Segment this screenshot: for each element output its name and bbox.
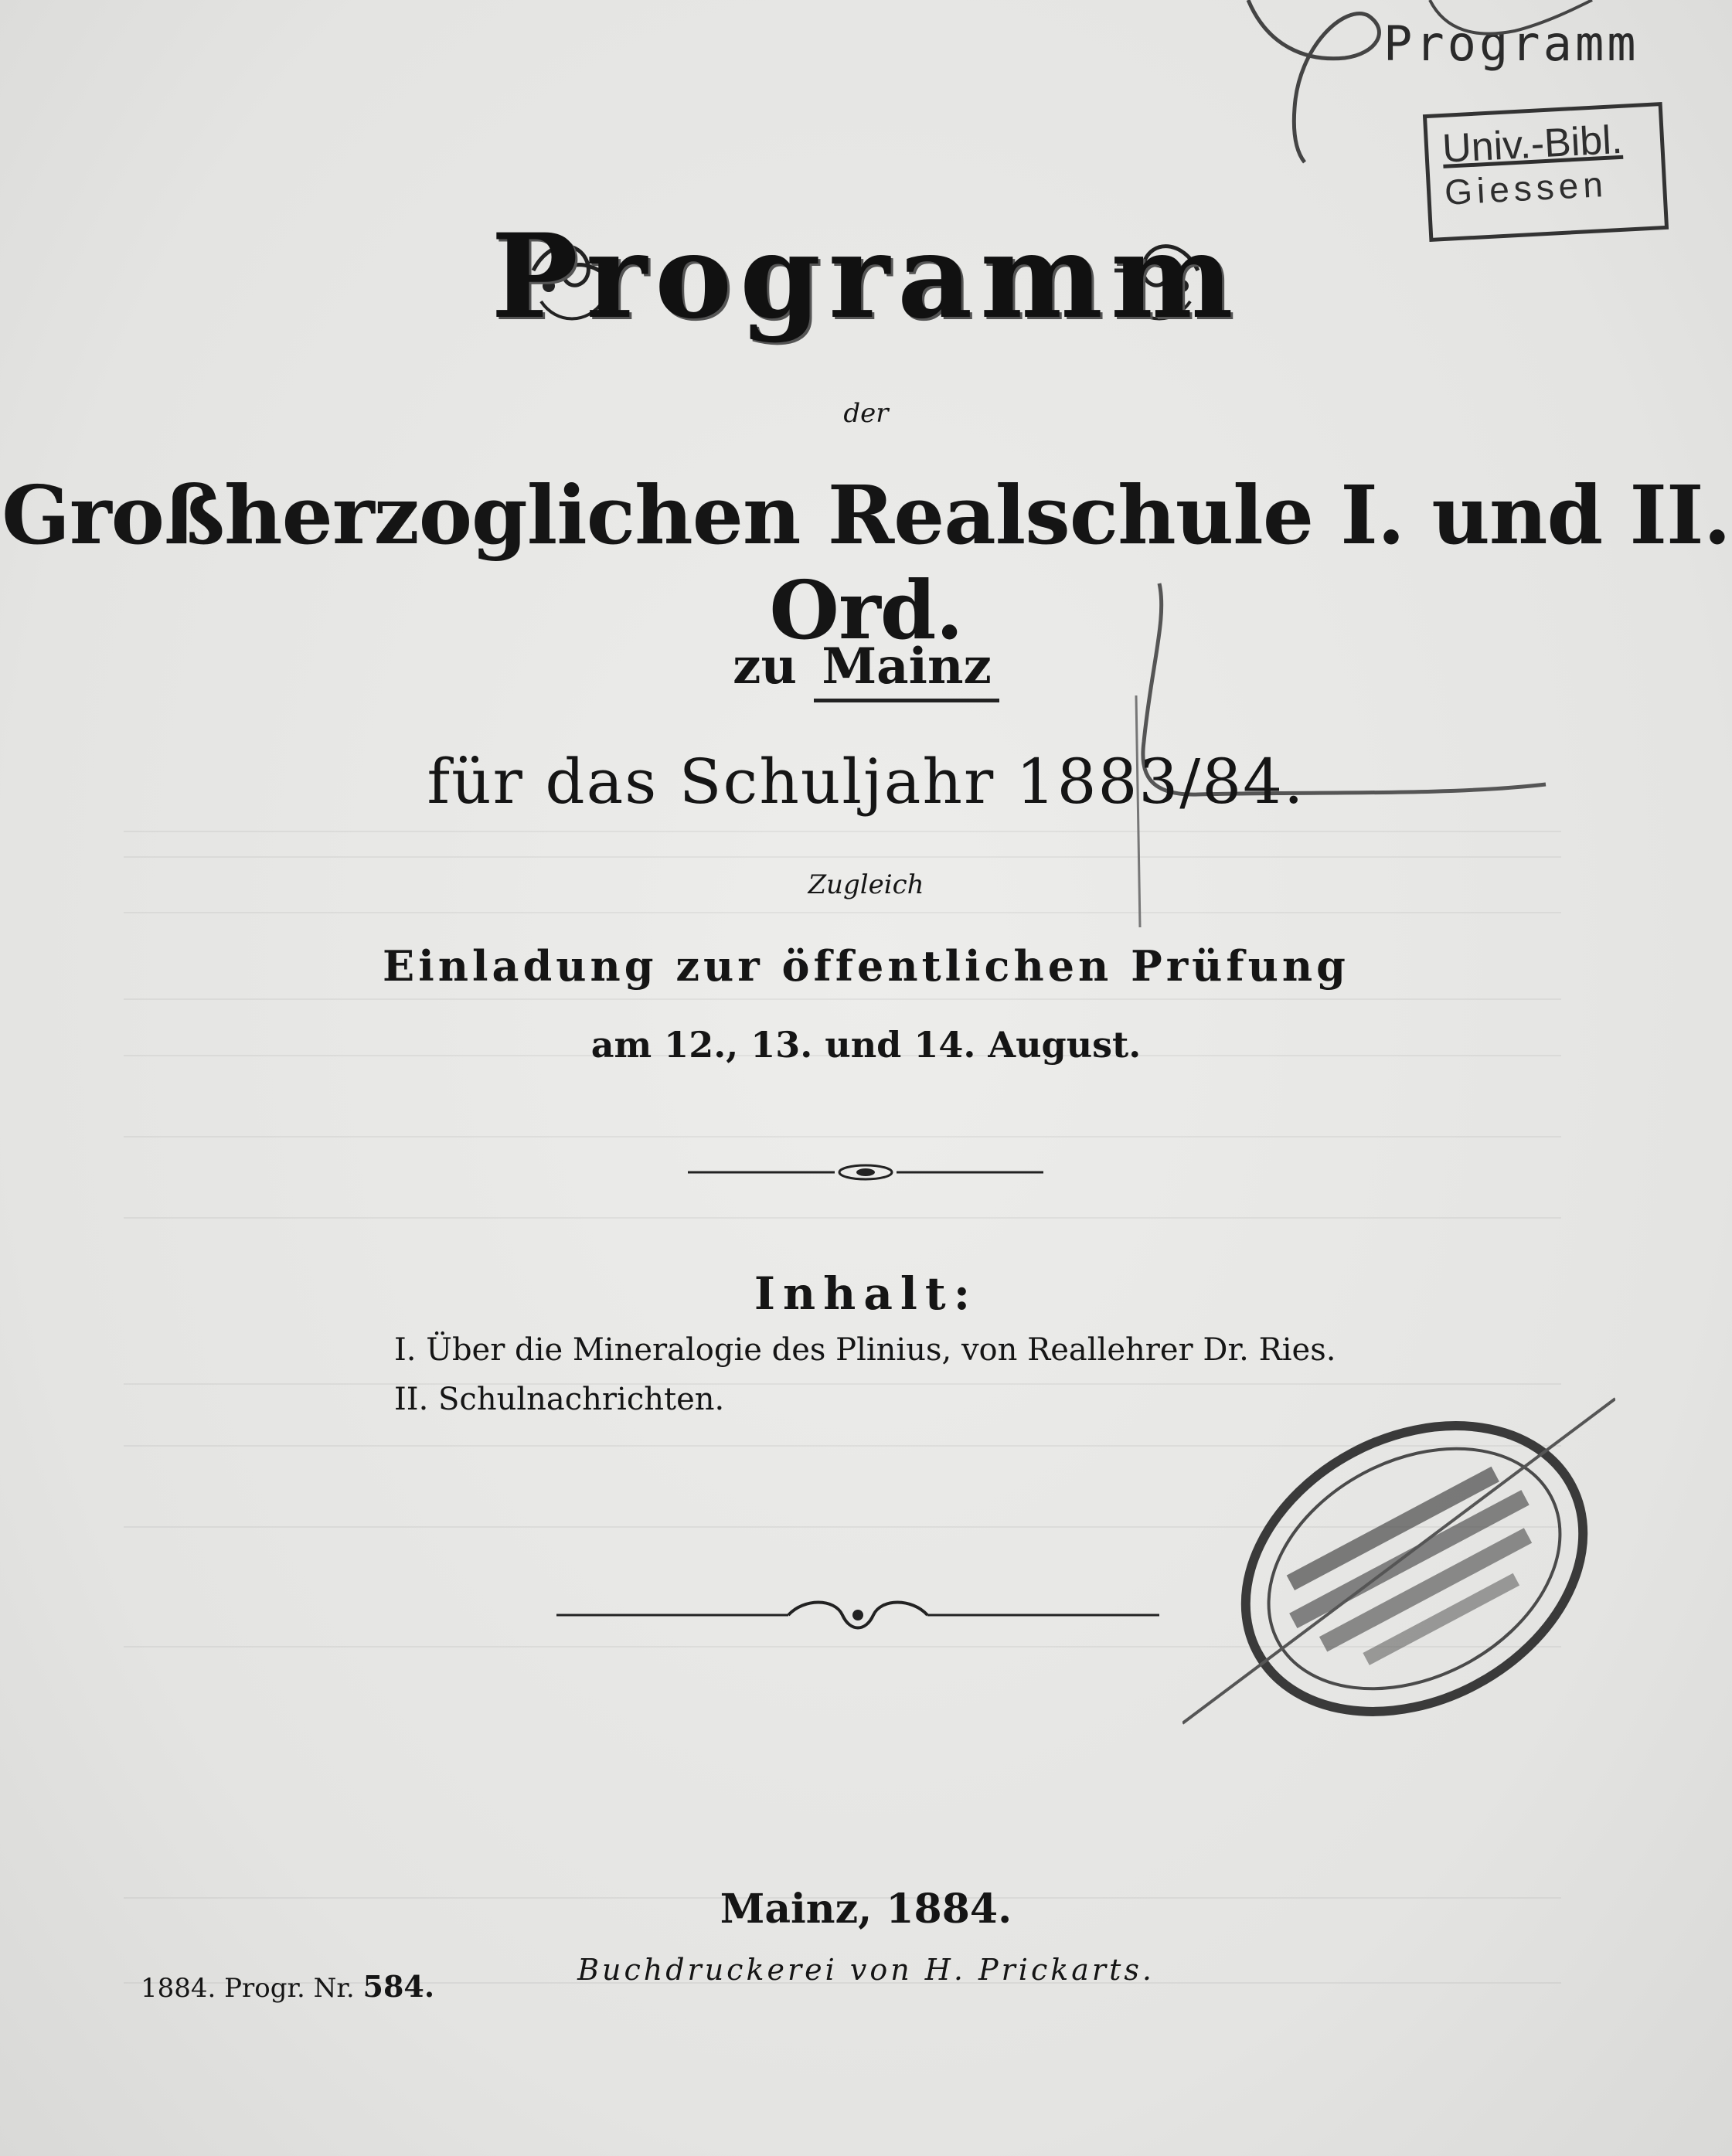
publication-place-year: Mainz, 1884. bbox=[720, 1886, 1012, 1933]
bleed-through-line bbox=[124, 1217, 1561, 1219]
library-stamp-line1: Univ.-Bibl. bbox=[1441, 117, 1624, 172]
title-article: der bbox=[843, 398, 889, 429]
location-city: Mainz bbox=[814, 638, 999, 702]
invitation-line: Einladung zur öffentlichen Prüfung bbox=[383, 941, 1349, 991]
location-line bbox=[0, 638, 1732, 695]
bleed-through-line bbox=[124, 912, 1561, 913]
program-number bbox=[141, 1969, 434, 2004]
corner-label: Programm bbox=[1383, 15, 1639, 72]
library-stamp-line2: Giessen bbox=[1443, 163, 1609, 213]
bleed-through-line bbox=[124, 1136, 1561, 1138]
contents-heading: Inhalt: bbox=[754, 1267, 978, 1320]
contents-item: I. Über die Mineralogie des Plinius, von Reallehrer Dr. Ries. bbox=[394, 1332, 1336, 1368]
round-library-stamp bbox=[1182, 1383, 1615, 1762]
printer-line: Buchdruckerei von H. Prickarts. bbox=[577, 1953, 1155, 1987]
bleed-through-line bbox=[124, 998, 1561, 1000]
school-year: für das Schuljahr 1883/84. bbox=[427, 746, 1305, 818]
bleed-through-line bbox=[124, 831, 1561, 832]
program-number-label: 1884. Progr. Nr. bbox=[141, 1973, 355, 2004]
program-number-value: 584. bbox=[362, 1969, 435, 2004]
zugleich-label: Zugleich bbox=[808, 869, 924, 900]
document-title: Programm bbox=[491, 209, 1241, 345]
school-name: Großherzoglichen Realschule I. und II. Ord. bbox=[2, 468, 1730, 658]
location-prefix: zu bbox=[733, 638, 798, 695]
bleed-through-line bbox=[124, 856, 1561, 858]
exam-dates: am 12., 13. und 14. August. bbox=[590, 1024, 1142, 1066]
contents-item: II. Schulnachrichten. bbox=[394, 1382, 725, 1417]
ornamental-divider bbox=[688, 1163, 1043, 1182]
ornamental-divider-2 bbox=[556, 1598, 1159, 1632]
